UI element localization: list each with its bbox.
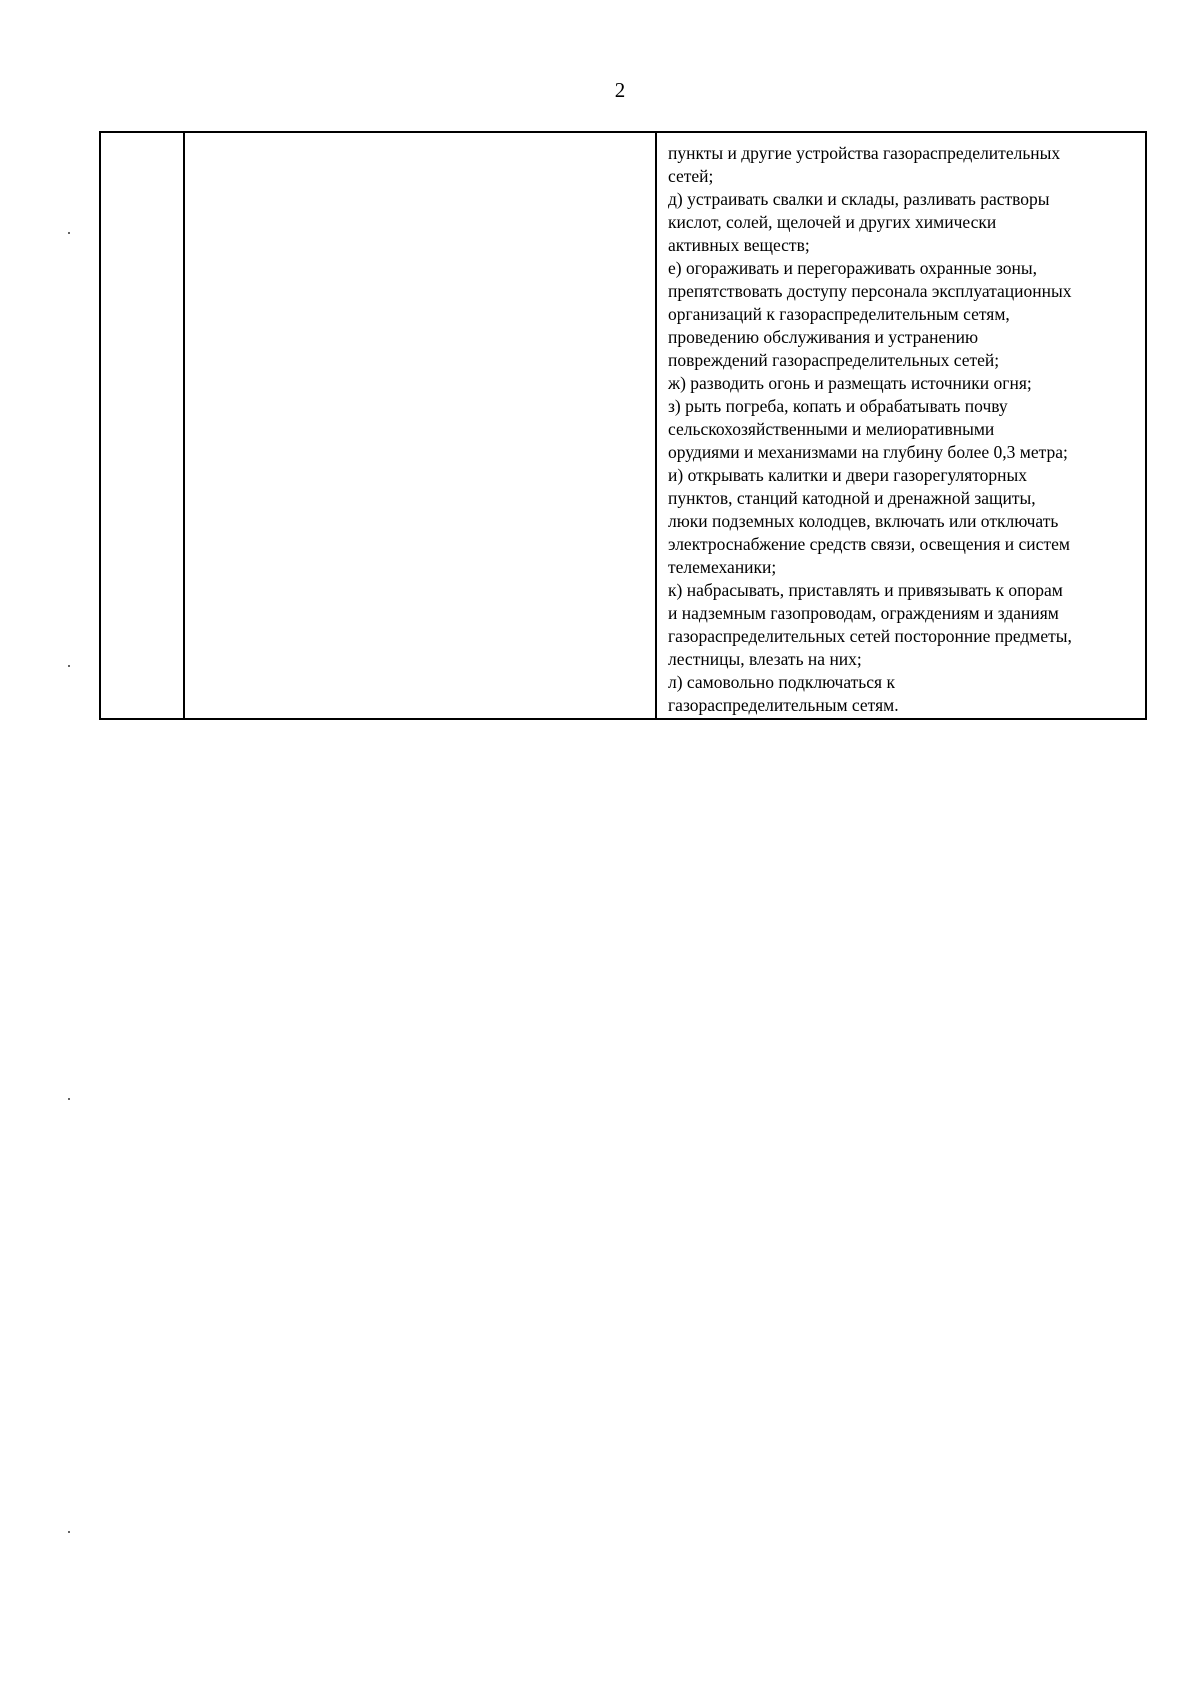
text-line: орудиями и механизмами на глубину более 0,3 метра; [668, 442, 1068, 462]
text-line: и) открывать калитки и двери газорегуляторных [668, 465, 1028, 485]
text-line: препятствовать доступу персонала эксплуатационных [668, 281, 1072, 301]
text-line: люки подземных колодцев, включать или отключать [668, 511, 1059, 531]
text-line: сетей; [668, 166, 714, 186]
text-line: пунктов, станций катодной и дренажной защиты, [668, 488, 1036, 508]
text-line: сельскохозяйственными и мелиоративными [668, 419, 995, 439]
text-line: пункты и другие устройства газораспределительных [668, 143, 1061, 163]
text-line: газораспределительных сетей посторонние предметы, [668, 626, 1072, 646]
margin-mark [68, 665, 70, 667]
text-line: е) огораживать и перегораживать охранные зоны, [668, 258, 1038, 278]
table-cell-middle [185, 133, 657, 718]
text-line: проведению обслуживания и устранению [668, 327, 979, 347]
text-line: ж) разводить огонь и размещать источники огня; [668, 373, 1032, 393]
text-line: к) набрасывать, приставлять и привязывать к опорам [668, 580, 1063, 600]
table-cell-number [101, 133, 185, 718]
text-line: повреждений газораспределительных сетей; [668, 350, 1000, 370]
text-line: кислот, солей, щелочей и других химически [668, 212, 997, 232]
text-line: телемеханики; [668, 557, 777, 577]
page-number: 2 [614, 78, 626, 102]
table-cell-text [657, 133, 1145, 718]
document-table [99, 131, 1147, 720]
margin-mark [68, 1531, 70, 1533]
margin-mark [68, 232, 70, 234]
text-line: организаций к газораспределительным сетям, [668, 304, 1010, 324]
text-line: д) устраивать свалки и склады, разливать растворы [668, 189, 1050, 209]
text-line: газораспределительным сетям. [668, 695, 899, 715]
text-line: з) рыть погреба, копать и обрабатывать почву [668, 396, 1008, 416]
text-line: и надземным газопроводам, ограждениям и зданиям [668, 603, 1059, 623]
margin-mark [68, 1098, 70, 1100]
text-line: активных веществ; [668, 235, 810, 255]
text-line: л) самовольно подключаться к [668, 672, 895, 692]
text-line: электроснабжение средств связи, освещения и систем [668, 534, 1070, 554]
text-line: лестницы, влезать на них; [668, 649, 862, 669]
